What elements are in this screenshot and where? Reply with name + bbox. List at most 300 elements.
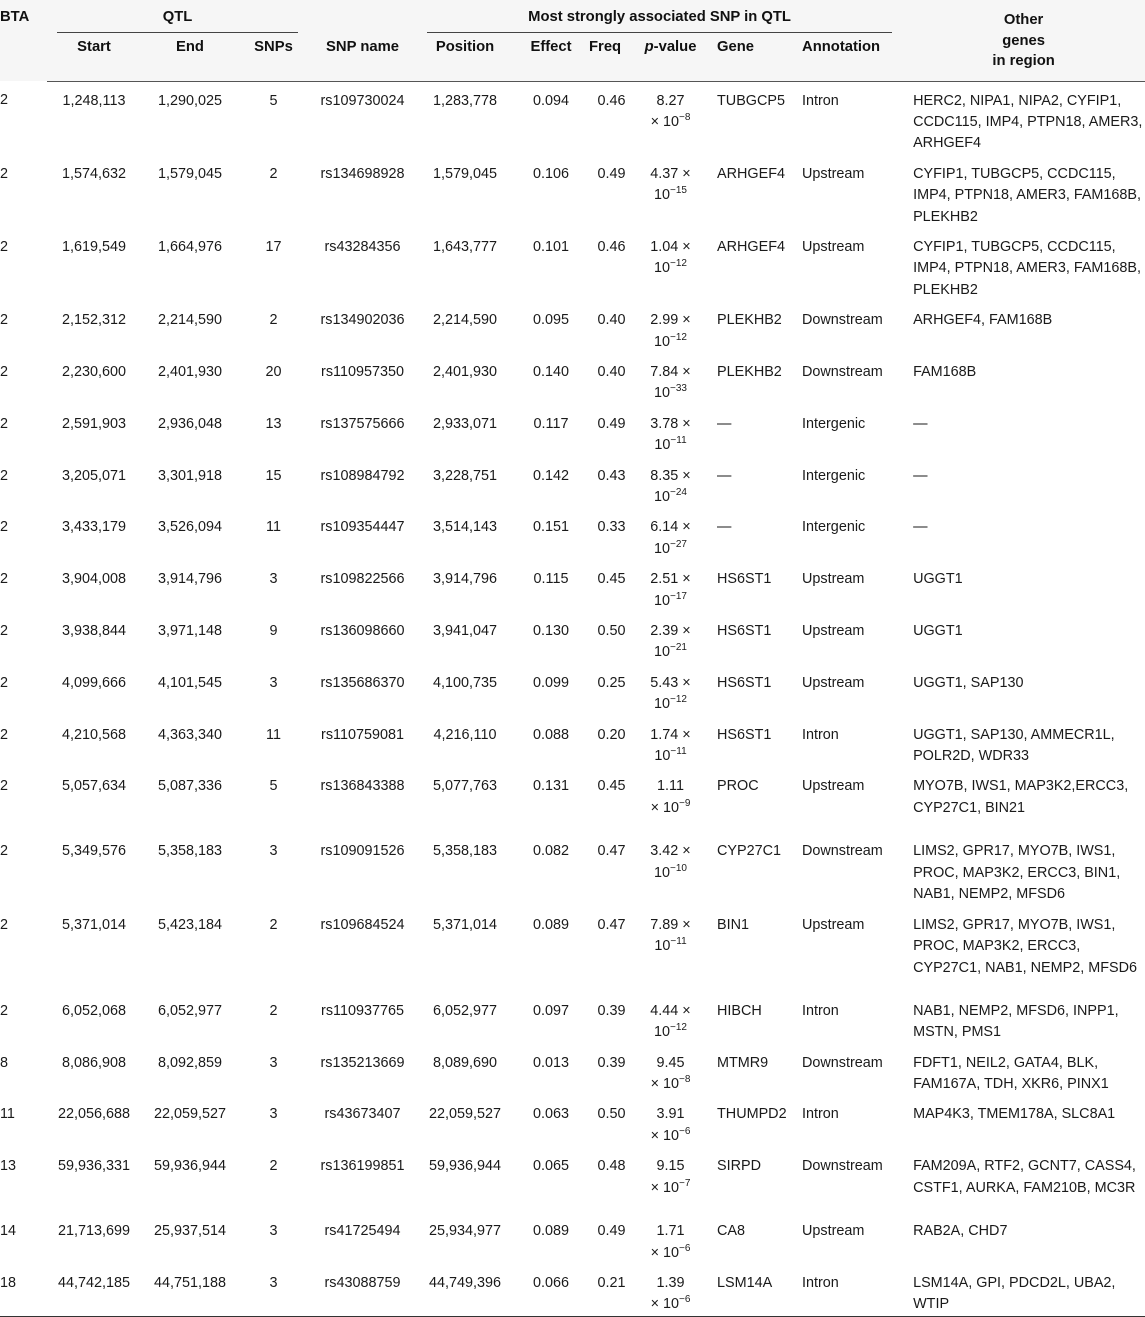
cell-snps: 3 <box>269 571 278 588</box>
cell-snp-name: rs134698928 <box>320 165 405 182</box>
cell-position: 3,941,047 <box>433 623 498 640</box>
cell-snp-name: rs109684524 <box>320 916 405 933</box>
table-row <box>0 767 1145 832</box>
cell-bta: 2 <box>0 623 9 640</box>
cell-snp-name: rs110937765 <box>321 1002 404 1019</box>
cell-snps: 3 <box>269 1106 278 1123</box>
cell-gene: HIBCH <box>717 1002 762 1019</box>
cell-end: 2,214,590 <box>157 312 223 329</box>
pvalue-exponent: −8 <box>679 1073 691 1085</box>
pvalue-base: 10 <box>654 385 671 402</box>
cell-end: 22,059,527 <box>153 1106 227 1123</box>
cell-pvalue <box>634 155 707 228</box>
cell-other-genes: — <box>913 519 928 536</box>
cell-gene: CYP27C1 <box>717 843 782 860</box>
cell-snps: 2 <box>269 916 278 933</box>
cell-freq: 0.39 <box>597 1054 626 1071</box>
pvalue-base: 10 <box>654 540 671 557</box>
pvalue-base: × 10 <box>650 1296 680 1313</box>
table-row <box>0 353 1145 405</box>
cell-annotation: Intergenic <box>802 519 866 536</box>
cell-other-genes: UGGT1 <box>913 571 963 588</box>
cell-position: 8,089,690 <box>433 1054 498 1071</box>
cell-gene: — <box>717 467 732 484</box>
cell-gene: ARHGEF4 <box>717 238 785 255</box>
pvalue-base: × 10 <box>650 1244 680 1261</box>
pvalue-exponent: −7 <box>679 1177 691 1189</box>
cell-pvalue <box>634 228 707 301</box>
cell-other-genes: NAB1, NEMP2, MFSD6, INPP1, MSTN, PMS1 <box>913 1002 1119 1041</box>
cell-position: 25,934,977 <box>429 1223 502 1240</box>
header-other-genes <box>902 0 1145 81</box>
table-row <box>0 457 1145 509</box>
cell-annotation: Upstream <box>802 778 865 795</box>
table-row <box>0 1095 1145 1147</box>
cell-end: 3,301,918 <box>157 467 223 484</box>
table-row <box>0 508 1145 560</box>
cell-start: 3,938,844 <box>61 623 127 640</box>
cell-effect: 0.066 <box>513 1264 589 1316</box>
cell-snp-name: rs109730024 <box>320 92 405 109</box>
cell-snps: 13 <box>265 415 282 432</box>
cell-position: 3,914,796 <box>433 571 498 588</box>
pvalue-mantissa: 6.14 × <box>650 519 691 536</box>
cell-effect: 0.151 <box>533 519 570 536</box>
cell-pvalue <box>634 612 707 664</box>
cell-freq: 0.20 <box>597 726 626 743</box>
pvalue-exponent: −11 <box>670 936 687 948</box>
cell-start: 22,056,688 <box>57 1106 131 1123</box>
cell-annotation: Intergenic <box>802 415 866 432</box>
cell-end: 25,937,514 <box>153 1223 227 1240</box>
cell-freq: 0.49 <box>597 415 626 432</box>
header-snp-group <box>417 0 902 33</box>
cell-pvalue <box>634 301 707 353</box>
cell-start: 1,619,549 <box>61 238 127 255</box>
cell-annotation: Upstream <box>802 623 865 640</box>
cell-position: 3,514,143 <box>433 519 498 536</box>
pvalue-mantissa: 4.37 × <box>650 165 691 182</box>
table-row <box>0 1044 1145 1096</box>
pvalue-exponent: −11 <box>670 746 687 758</box>
cell-freq: 0.21 <box>589 1264 634 1316</box>
pvalue-exponent: −33 <box>670 383 687 395</box>
cell-annotation: Upstream <box>802 916 865 933</box>
cell-gene: PROC <box>717 778 759 795</box>
cell-snp-name: rs137575666 <box>320 415 405 432</box>
cell-snp-name: rs134902036 <box>320 312 405 329</box>
cell-position: 1,283,778 <box>433 92 498 109</box>
pvalue-mantissa: 2.51 × <box>650 571 691 588</box>
cell-effect: 0.142 <box>533 467 570 484</box>
header-snp-group-label: Most strongly associated SNP in QTL <box>528 9 791 25</box>
cell-effect: 0.095 <box>533 312 570 329</box>
cell-other-genes: LIMS2, GPR17, MYO7B, IWS1, PROC, MAP3K2, ERCC3, CYP27C1, NAB1, NEMP2, MFSD6 <box>913 916 1138 976</box>
cell-end: 2,401,930 <box>157 363 223 380</box>
header-snp-name: SNP name <box>308 33 417 81</box>
pvalue-base: × 10 <box>650 1075 680 1092</box>
cell-freq: 0.33 <box>597 519 626 536</box>
cell-other-genes: FDFT1, NEIL2, GATA4, BLK, FAM167A, TDH, XKR6, PINX1 <box>913 1054 1109 1092</box>
pvalue-base: × 10 <box>650 1127 680 1144</box>
pvalue-exponent: −12 <box>670 258 687 270</box>
header-freq: Freq <box>589 33 634 81</box>
pvalue-mantissa: 2.99 × <box>650 312 691 329</box>
cell-pvalue <box>634 716 707 768</box>
cell-position: 2,214,590 <box>433 312 498 329</box>
cell-bta: 2 <box>0 312 9 329</box>
header-end: End <box>141 33 239 81</box>
cell-other-genes: CYFIP1, TUBGCP5, CCDC115, IMP4, PTPN18, AMER3, FAM168B, PLEKHB2 <box>913 165 1142 225</box>
cell-snps: 9 <box>269 623 278 640</box>
cell-bta: 2 <box>0 415 9 432</box>
cell-snps: 11 <box>266 519 281 536</box>
cell-effect: 0.063 <box>533 1106 570 1123</box>
cell-pvalue <box>634 992 707 1044</box>
cell-snp-name: rs43088759 <box>308 1264 417 1316</box>
cell-snps: 17 <box>265 238 282 255</box>
pvalue-base: 10 <box>654 644 671 661</box>
pvalue-exponent: −12 <box>670 1022 687 1034</box>
cell-start: 3,904,008 <box>61 571 127 588</box>
cell-bta: 2 <box>0 1002 9 1019</box>
cell-annotation: Upstream <box>802 238 865 255</box>
pvalue-mantissa: 9.45 <box>656 1054 685 1071</box>
cell-gene: ARHGEF4 <box>717 165 785 182</box>
header-bta: BTA <box>0 0 47 81</box>
cell-other-genes: — <box>913 415 928 432</box>
pvalue-base: 10 <box>654 748 671 765</box>
cell-start: 3,433,179 <box>61 519 127 536</box>
cell-bta: 2 <box>0 92 9 108</box>
cell-position: 4,100,735 <box>433 674 498 691</box>
cell-other-genes: — <box>913 467 928 484</box>
table-row <box>0 81 1145 155</box>
cell-snps: 2 <box>269 1002 278 1019</box>
pvalue-base: 10 <box>654 696 671 713</box>
cell-start: 44,742,185 <box>47 1264 141 1316</box>
cell-snp-name: rs109354447 <box>320 519 405 536</box>
pvalue-exponent: −27 <box>670 538 687 550</box>
cell-gene: PLEKHB2 <box>717 363 782 380</box>
pvalue-mantissa: 8.35 × <box>650 467 691 484</box>
cell-end: 5,087,336 <box>157 778 223 795</box>
cell-snp-name: rs136098660 <box>320 623 405 640</box>
cell-freq: 0.49 <box>597 165 626 182</box>
table-row <box>0 716 1145 768</box>
cell-annotation: Downstream <box>802 1054 883 1071</box>
header-qtl <box>47 0 308 33</box>
cell-annotation: Intergenic <box>802 467 866 484</box>
cell-effect: 0.094 <box>533 92 570 109</box>
cell-end: 3,526,094 <box>157 519 223 536</box>
pvalue-mantissa: 1.39 <box>656 1274 685 1291</box>
cell-bta: 18 <box>0 1264 47 1316</box>
cell-start: 4,210,568 <box>61 726 127 743</box>
cell-other-genes: HERC2, NIPA1, NIPA2, CYFIP1, CCDC115, IMP4, PTPN18, AMER3, ARHGEF4 <box>913 92 1143 152</box>
pvalue-base: 10 <box>654 1024 671 1041</box>
cell-position: 6,052,977 <box>433 1002 498 1019</box>
pvalue-exponent: −21 <box>670 642 687 654</box>
cell-gene: SIRPD <box>717 1158 761 1175</box>
cell-other-genes: ARHGEF4, FAM168B <box>913 312 1053 329</box>
cell-start: 6,052,068 <box>61 1002 127 1019</box>
pvalue-exponent: −6 <box>679 1242 691 1254</box>
cell-snps: 15 <box>265 467 282 484</box>
cell-start: 1,574,632 <box>61 165 127 182</box>
pvalue-mantissa: 8.27 <box>656 92 685 109</box>
cell-snps: 3 <box>269 1223 278 1240</box>
cell-gene: — <box>717 415 732 432</box>
cell-effect: 0.117 <box>533 415 569 432</box>
cell-start: 8,086,908 <box>61 1054 127 1071</box>
cell-start: 3,205,071 <box>61 467 127 484</box>
cell-effect: 0.115 <box>533 571 569 588</box>
cell-freq: 0.49 <box>597 1223 626 1240</box>
cell-end: 3,971,148 <box>157 623 223 640</box>
pvalue-exponent: −6 <box>679 1294 691 1306</box>
cell-bta: 2 <box>0 467 9 484</box>
cell-freq: 0.39 <box>597 1002 626 1019</box>
cell-start: 4,099,666 <box>61 674 127 691</box>
cell-bta: 2 <box>0 519 9 536</box>
cell-gene: — <box>717 519 732 536</box>
cell-gene: CA8 <box>717 1223 746 1240</box>
cell-gene: PLEKHB2 <box>717 312 782 329</box>
cell-effect: 0.140 <box>533 363 570 380</box>
cell-end: 44,751,188 <box>141 1264 239 1316</box>
table-row <box>0 301 1145 353</box>
pvalue-exponent: −8 <box>679 111 691 123</box>
cell-snps: 3 <box>269 1054 278 1071</box>
cell-annotation: Intron <box>802 1106 839 1123</box>
cell-snps: 20 <box>265 363 282 380</box>
cell-snp-name: rs109822566 <box>320 571 405 588</box>
cell-position: 44,749,396 <box>417 1264 513 1316</box>
cell-effect: 0.097 <box>533 1002 570 1019</box>
cell-annotation: Downstream <box>802 312 883 329</box>
cell-freq: 0.47 <box>597 916 626 933</box>
cell-end: 1,664,976 <box>157 238 223 255</box>
cell-pvalue <box>634 1212 707 1264</box>
cell-bta: 11 <box>0 1106 15 1123</box>
cell-pvalue <box>634 508 707 560</box>
cell-end: 6,052,977 <box>157 1002 223 1019</box>
cell-other-genes: LSM14A, GPI, PDCD2L, UBA2, WTIP <box>902 1264 1145 1316</box>
cell-position: 22,059,527 <box>429 1106 502 1123</box>
cell-start: 21,713,699 <box>57 1223 131 1240</box>
cell-bta: 8 <box>0 1054 9 1071</box>
cell-snps: 3 <box>269 843 278 860</box>
cell-annotation: Upstream <box>802 1223 865 1240</box>
cell-end: 59,936,944 <box>153 1158 227 1175</box>
cell-gene: LSM14A <box>707 1264 793 1316</box>
cell-start: 2,591,903 <box>61 415 127 432</box>
cell-effect: 0.089 <box>533 1223 570 1240</box>
cell-position: 2,401,930 <box>433 363 498 380</box>
pvalue-exponent: −9 <box>679 797 691 809</box>
cell-start: 2,152,312 <box>61 312 127 329</box>
cell-snps: 2 <box>269 312 278 329</box>
cell-bta: 2 <box>0 726 9 743</box>
pvalue-base: 10 <box>654 260 671 277</box>
header-other-line2: genes <box>1002 32 1045 49</box>
header-start: Start <box>47 33 141 81</box>
cell-freq: 0.46 <box>597 92 626 109</box>
cell-bta: 2 <box>0 778 9 795</box>
table-row <box>0 1264 1145 1316</box>
cell-snp-name: rs43673407 <box>324 1106 401 1123</box>
cell-effect: 0.106 <box>533 165 570 182</box>
cell-bta: 2 <box>0 674 9 691</box>
cell-bta: 2 <box>0 916 9 933</box>
cell-pvalue <box>634 1044 707 1096</box>
cell-gene: HS6ST1 <box>717 726 772 743</box>
header-position: Position <box>417 33 513 81</box>
cell-freq: 0.40 <box>597 312 626 329</box>
cell-end: 8,092,859 <box>157 1054 223 1071</box>
header-snps: SNPs <box>239 33 308 81</box>
table-row <box>0 155 1145 228</box>
cell-gene: HS6ST1 <box>717 623 772 640</box>
cell-pvalue <box>634 81 707 155</box>
cell-gene: MTMR9 <box>717 1054 769 1071</box>
cell-pvalue <box>634 405 707 457</box>
cell-other-genes: LIMS2, GPR17, MYO7B, IWS1, PROC, MAP3K2, ERCC3, BIN1, NAB1, NEMP2, MFSD6 <box>913 843 1121 903</box>
cell-snps: 5 <box>269 92 278 109</box>
cell-snp-name: rs109091526 <box>320 843 405 860</box>
cell-start: 2,230,600 <box>61 363 127 380</box>
cell-gene: HS6ST1 <box>717 674 772 691</box>
cell-other-genes: UGGT1 <box>913 623 963 640</box>
pvalue-mantissa: 1.11 <box>657 778 684 795</box>
cell-snp-name: rs41725494 <box>324 1223 401 1240</box>
cell-effect: 0.099 <box>533 674 570 691</box>
cell-freq: 0.50 <box>597 1106 626 1123</box>
header-annotation: Annotation <box>793 33 902 81</box>
cell-annotation: Downstream <box>802 363 883 380</box>
cell-snps: 5 <box>269 778 278 795</box>
cell-position: 4,216,110 <box>433 726 497 743</box>
cell-effect: 0.013 <box>533 1054 570 1071</box>
cell-annotation: Intron <box>802 726 839 743</box>
cell-freq: 0.47 <box>597 843 626 860</box>
table-row <box>0 1147 1145 1212</box>
cell-snp-name: rs110957350 <box>321 363 404 380</box>
cell-snps: 2 <box>269 165 278 182</box>
cell-effect: 0.130 <box>533 623 570 640</box>
pvalue-mantissa: 5.43 × <box>650 674 691 691</box>
cell-annotation: Upstream <box>802 674 865 691</box>
cell-pvalue <box>634 1095 707 1147</box>
cell-end: 1,579,045 <box>157 165 223 182</box>
cell-other-genes: MAP4K3, TMEM178A, SLC8A1 <box>913 1106 1116 1123</box>
cell-snps: 2 <box>269 1158 278 1175</box>
header-effect: Effect <box>513 33 589 81</box>
cell-other-genes: UGGT1, SAP130 <box>913 674 1024 691</box>
pvalue-base: 10 <box>654 187 671 204</box>
cell-other-genes: FAM209A, RTF2, GCNT7, CASS4, CSTF1, AURKA, FAM210B, MC3R <box>913 1158 1136 1196</box>
pvalue-mantissa: 7.84 × <box>650 363 691 380</box>
pvalue-exponent: −12 <box>670 331 687 343</box>
pvalue-base: 10 <box>654 592 671 609</box>
header-pvalue-p: p <box>644 39 654 55</box>
cell-snp-name: rs135213669 <box>320 1054 405 1071</box>
cell-pvalue <box>634 353 707 405</box>
cell-position: 1,643,777 <box>433 238 498 255</box>
pvalue-mantissa: 2.39 × <box>650 623 691 640</box>
cell-freq: 0.43 <box>597 467 626 484</box>
cell-pvalue <box>634 1147 707 1212</box>
pvalue-exponent: −17 <box>670 590 687 602</box>
cell-effect: 0.101 <box>533 238 570 255</box>
cell-effect: 0.131 <box>533 778 570 795</box>
cell-annotation: Downstream <box>802 1158 883 1175</box>
cell-snp-name: rs108984792 <box>320 467 405 484</box>
cell-other-genes: MYO7B, IWS1, MAP3K2,ERCC3, CYP27C1, BIN21 <box>913 778 1129 816</box>
cell-other-genes: CYFIP1, TUBGCP5, CCDC115, IMP4, PTPN18, AMER3, FAM168B, PLEKHB2 <box>913 238 1142 298</box>
cell-start: 5,349,576 <box>61 843 127 860</box>
header-pvalue <box>634 33 707 81</box>
cell-bta: 14 <box>0 1223 17 1240</box>
table-row <box>0 405 1145 457</box>
pvalue-mantissa: 7.89 × <box>650 916 691 933</box>
cell-gene: BIN1 <box>717 916 750 933</box>
cell-gene: HS6ST1 <box>717 571 772 588</box>
cell-pvalue <box>634 560 707 612</box>
table-row <box>0 612 1145 664</box>
pvalue-exponent: −11 <box>670 435 687 447</box>
cell-annotation: Intron <box>802 92 839 109</box>
cell-position: 2,933,071 <box>433 415 498 432</box>
pvalue-base: 10 <box>654 333 671 350</box>
pvalue-base: × 10 <box>650 113 680 130</box>
cell-snp-name: rs110759081 <box>321 726 404 743</box>
cell-end: 4,101,545 <box>157 674 223 691</box>
cell-position: 5,358,183 <box>433 843 498 860</box>
cell-freq: 0.48 <box>597 1158 626 1175</box>
cell-snp-name: rs136199851 <box>320 1158 405 1175</box>
cell-position: 5,077,763 <box>433 778 498 795</box>
pvalue-mantissa: 4.44 × <box>650 1002 691 1019</box>
cell-start: 5,371,014 <box>61 916 127 933</box>
table-row <box>0 832 1145 905</box>
table-row <box>0 906 1145 992</box>
pvalue-base: × 10 <box>650 799 680 816</box>
cell-annotation: Intron <box>802 1002 839 1019</box>
pvalue-mantissa: 3.91 <box>656 1106 685 1123</box>
cell-effect: 0.089 <box>533 916 570 933</box>
cell-pvalue <box>634 664 707 716</box>
cell-annotation: Intron <box>793 1264 902 1316</box>
pvalue-base: 10 <box>654 489 671 505</box>
cell-annotation: Upstream <box>802 571 865 588</box>
cell-position: 1,579,045 <box>433 165 498 182</box>
pvalue-base: 10 <box>654 864 671 881</box>
cell-end: 5,358,183 <box>157 843 223 860</box>
cell-snp-name: rs135686370 <box>320 674 405 691</box>
cell-pvalue <box>634 906 707 992</box>
pvalue-exponent: −6 <box>679 1125 691 1137</box>
cell-bta: 2 <box>0 843 9 860</box>
cell-effect: 0.082 <box>533 843 570 860</box>
cell-pvalue <box>634 1264 707 1316</box>
cell-gene: THUMPD2 <box>717 1106 787 1123</box>
table-row <box>0 560 1145 612</box>
cell-position: 5,371,014 <box>433 916 498 933</box>
pvalue-mantissa: 1.04 × <box>650 238 691 255</box>
cell-pvalue <box>634 767 707 832</box>
